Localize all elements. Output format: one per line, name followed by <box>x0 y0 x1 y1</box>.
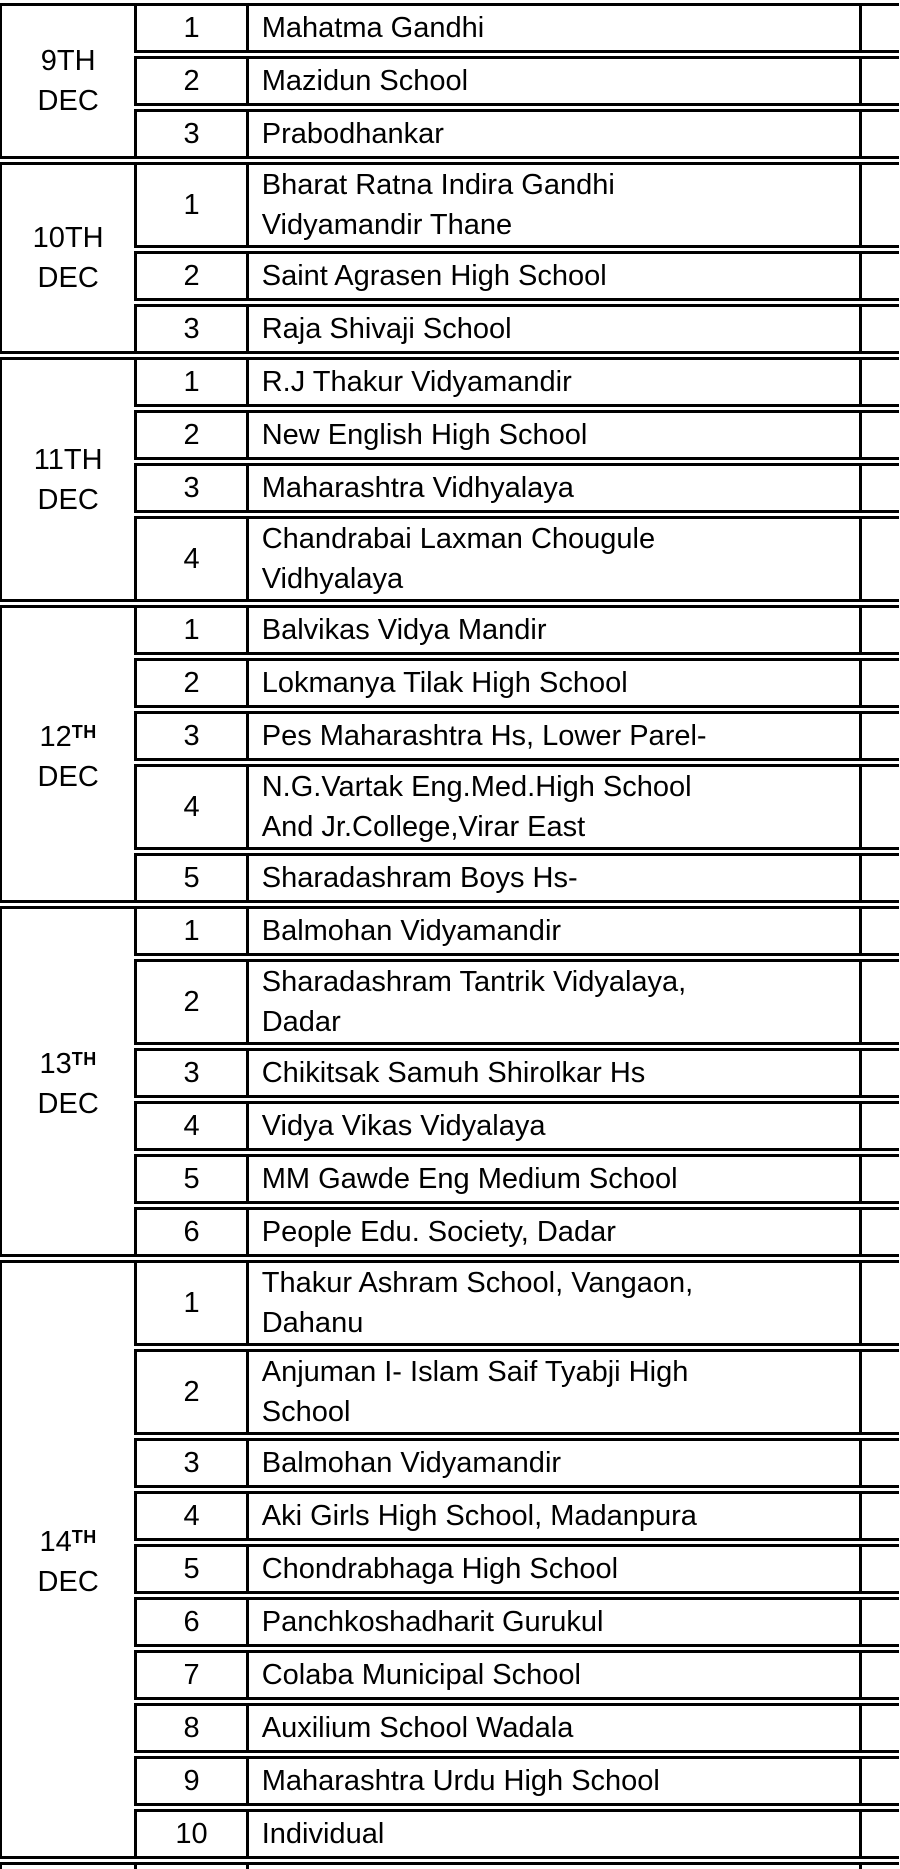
clipped-right-column-cell <box>859 605 899 655</box>
school-name-line: Maharashtra Vidhyalaya <box>261 472 574 504</box>
clipped-right-column-cell <box>859 1260 899 1346</box>
school-name-line: Thakur Ashram School, Vangaon, <box>261 1267 694 1299</box>
clipped-right-column-cell <box>859 959 899 1045</box>
date-ordinal-suffix: TH <box>71 1527 97 1547</box>
clipped-right-column-cell <box>859 1207 899 1257</box>
date-ordinal-suffix: TH <box>71 721 97 742</box>
school-name-line: Bharat Ratna Indira Gandhi <box>261 169 615 201</box>
school-name-line: Balmohan Vidyamandir <box>261 915 562 947</box>
school-name-line: Sharadashram Tantrik Vidyalaya, <box>261 966 687 998</box>
school-name-cell <box>246 1597 859 1647</box>
school-name-line: Raja Shivaji School <box>261 313 512 345</box>
serial-number-cell: 1 <box>134 605 245 655</box>
serial-number-cell: 2 <box>134 658 245 708</box>
table-row <box>0 1862 899 1869</box>
school-name-cell <box>246 605 859 655</box>
clipped-right-column-cell <box>859 410 899 460</box>
school-name-line: R.J Thakur Vidyamandir <box>261 366 572 398</box>
date-cell <box>0 1862 134 1869</box>
table-row <box>0 1101 899 1151</box>
school-name-line: Mahatma Gandhi <box>261 12 485 44</box>
clipped-right-column-cell <box>859 304 899 354</box>
clipped-right-column-cell <box>859 1809 899 1859</box>
school-name-line: Panchkoshadharit Gurukul <box>261 1606 604 1638</box>
table-row <box>0 463 899 513</box>
clipped-right-column-cell <box>859 658 899 708</box>
table-row <box>0 251 899 301</box>
school-name-cell <box>246 764 859 850</box>
table-row <box>0 658 899 708</box>
table-row <box>0 516 899 602</box>
serial-number-cell: 1 <box>134 1260 245 1346</box>
table-row <box>0 1809 899 1859</box>
serial-number-cell: 3 <box>134 1048 245 1098</box>
school-name-cell <box>246 1101 859 1151</box>
clipped-right-column-cell <box>859 764 899 850</box>
serial-number-cell: 8 <box>134 1703 245 1753</box>
table-row <box>0 711 899 761</box>
clipped-right-column-cell <box>859 1438 899 1488</box>
clipped-right-column-cell <box>859 1650 899 1700</box>
table-row <box>0 1597 899 1647</box>
clipped-right-column-cell <box>859 251 899 301</box>
school-name-line: Anjuman I- Islam Saif Tyabji High <box>261 1356 689 1388</box>
school-name-cell <box>246 304 859 354</box>
serial-number-cell: 2 <box>134 1349 245 1435</box>
serial-number-cell: 1 <box>134 3 245 53</box>
school-name-cell <box>246 516 859 602</box>
school-name-line: Prabodhankar <box>261 118 444 150</box>
serial-number-cell: 6 <box>134 1207 245 1257</box>
school-name-line: MM Gawde Eng Medium School <box>261 1163 678 1195</box>
school-name-line: New English High School <box>261 419 588 451</box>
serial-number-cell: 1 <box>134 162 245 248</box>
serial-number-cell: 2 <box>134 56 245 106</box>
clipped-right-column-cell <box>859 1544 899 1594</box>
serial-number-cell: 1 <box>134 357 245 407</box>
school-name-line: Dahanu <box>261 1307 364 1339</box>
clipped-right-column-cell <box>859 1349 899 1435</box>
date-ordinal-suffix: TH <box>64 222 104 254</box>
school-name-line: Lokmanya Tilak High School <box>261 667 628 699</box>
serial-number-cell: 4 <box>134 1491 245 1541</box>
school-name-line: Saint Agrasen High School <box>261 260 607 292</box>
table-row <box>0 3 899 53</box>
date-cell <box>0 3 134 159</box>
date-day-line <box>2 41 134 81</box>
school-name-cell <box>246 463 859 513</box>
table-row <box>0 1048 899 1098</box>
school-name-cell <box>246 1491 859 1541</box>
table-row <box>0 1491 899 1541</box>
serial-number-cell: 1 <box>134 906 245 956</box>
clipped-right-column-cell <box>859 463 899 513</box>
school-name-line: Chikitsak Samuh Shirolkar Hs <box>261 1057 646 1089</box>
clipped-right-column-cell <box>859 1703 899 1753</box>
school-name-line: Pes Maharashtra Hs, Lower Parel- <box>261 720 707 752</box>
date-cell <box>0 357 134 602</box>
school-name-cell <box>246 1260 859 1346</box>
clipped-right-column-cell <box>859 1048 899 1098</box>
clipped-right-column-cell <box>859 1154 899 1204</box>
school-name-line: N.G.Vartak Eng.Med.High School <box>261 771 692 803</box>
clipped-right-column-cell <box>859 1597 899 1647</box>
date-month: DEC <box>37 1566 99 1598</box>
school-name-line: Aki Girls High School, Madanpura <box>261 1500 697 1532</box>
serial-number-cell: 3 <box>134 711 245 761</box>
school-name-cell <box>246 906 859 956</box>
serial-number-cell: 4 <box>134 1101 245 1151</box>
date-cell <box>0 162 134 354</box>
date-day: 12 <box>39 720 72 753</box>
date-day-line <box>2 218 134 258</box>
school-name-cell <box>246 853 859 903</box>
serial-number-cell: 3 <box>134 109 245 159</box>
date-day: 9 <box>40 45 57 77</box>
clipped-right-column-cell <box>859 1101 899 1151</box>
table-row <box>0 56 899 106</box>
table-row <box>0 304 899 354</box>
table-row <box>0 1207 899 1257</box>
serial-number-cell: 3 <box>134 1438 245 1488</box>
serial-number-cell: 2 <box>134 959 245 1045</box>
table-row <box>0 1260 899 1346</box>
clipped-right-column-cell <box>859 906 899 956</box>
serial-number-cell <box>134 1862 245 1869</box>
clipped-right-column-cell <box>859 853 899 903</box>
date-month: DEC <box>37 85 99 117</box>
school-name-cell <box>246 357 859 407</box>
school-name-cell <box>246 1349 859 1435</box>
date-day: 14 <box>39 1526 72 1558</box>
table-row <box>0 906 899 956</box>
table-row <box>0 1650 899 1700</box>
serial-number-cell: 10 <box>134 1809 245 1859</box>
school-name-cell <box>246 3 859 53</box>
date-month: DEC <box>37 262 99 294</box>
school-name-line: Auxilium School Wadala <box>261 1712 574 1744</box>
school-name-line: Mazidun School <box>261 65 469 97</box>
school-name-line: Individual <box>261 1818 385 1850</box>
school-name-cell <box>246 410 859 460</box>
table-row <box>0 605 899 655</box>
date-month: DEC <box>37 760 99 793</box>
school-name-cell <box>246 959 859 1045</box>
date-day: 10 <box>32 222 65 254</box>
school-name-cell <box>246 56 859 106</box>
school-name-line: And Jr.College,Virar East <box>261 811 586 843</box>
clipped-right-column-cell <box>859 109 899 159</box>
serial-number-cell: 9 <box>134 1756 245 1806</box>
date-cell <box>0 1260 134 1859</box>
date-cell <box>0 906 134 1257</box>
school-name-cell <box>246 1207 859 1257</box>
date-ordinal-suffix: TH <box>56 45 96 77</box>
table-row <box>0 1544 899 1594</box>
school-name-line: Colaba Municipal School <box>261 1659 581 1691</box>
school-name-line: Chandrabai Laxman Chougule <box>261 523 656 555</box>
school-name-line: School <box>261 1396 351 1428</box>
school-name-line: Sharadashram Boys Hs- <box>261 862 578 894</box>
school-name-cell <box>246 1756 859 1806</box>
serial-number-cell: 3 <box>134 463 245 513</box>
school-name-cell <box>246 1809 859 1859</box>
clipped-right-column-cell <box>859 516 899 602</box>
table-row <box>0 853 899 903</box>
school-name-cell <box>246 1438 859 1488</box>
serial-number-cell: 6 <box>134 1597 245 1647</box>
serial-number-cell: 5 <box>134 1154 245 1204</box>
serial-number-cell: 2 <box>134 251 245 301</box>
date-day-line <box>2 1039 134 1084</box>
school-name-cell <box>246 1862 859 1869</box>
table-row <box>0 764 899 850</box>
table-row <box>0 1703 899 1753</box>
school-name-cell <box>246 1048 859 1098</box>
serial-number-cell: 4 <box>134 764 245 850</box>
school-name-cell <box>246 109 859 159</box>
date-day-line <box>2 1517 134 1562</box>
serial-number-cell: 3 <box>134 304 245 354</box>
clipped-right-column-cell <box>859 56 899 106</box>
school-name-cell <box>246 1154 859 1204</box>
clipped-right-column-cell <box>859 1491 899 1541</box>
school-name-cell <box>246 1544 859 1594</box>
clipped-right-column-cell <box>859 711 899 761</box>
table-row <box>0 1756 899 1806</box>
school-name-line: Dadar <box>261 1006 341 1038</box>
date-ordinal-suffix: TH <box>71 1049 97 1069</box>
date-ordinal-suffix: TH <box>63 443 103 476</box>
serial-number-cell: 4 <box>134 516 245 602</box>
clipped-right-column-cell <box>859 162 899 248</box>
date-day: 11 <box>33 443 64 476</box>
date-day: 13 <box>39 1048 72 1080</box>
table-row <box>0 959 899 1045</box>
school-name-line: Vidya Vikas Vidyalaya <box>261 1110 546 1142</box>
clipped-right-column-cell <box>859 3 899 53</box>
school-name-line: Balmohan Vidyamandir <box>261 1447 562 1479</box>
school-name-line: Maharashtra Urdu High School <box>261 1765 660 1797</box>
serial-number-cell: 2 <box>134 410 245 460</box>
school-name-line: Vidyamandir Thane <box>261 209 513 241</box>
school-name-line: Vidhyalaya <box>261 563 404 595</box>
table-row <box>0 1154 899 1204</box>
school-name-line: Balvikas Vidya Mandir <box>261 614 547 646</box>
clipped-right-column-cell <box>859 357 899 407</box>
table-row <box>0 1438 899 1488</box>
serial-number-cell: 5 <box>134 1544 245 1594</box>
date-day-line <box>2 712 134 757</box>
school-name-cell <box>246 711 859 761</box>
schedule-table-body <box>0 3 899 1869</box>
serial-number-cell: 7 <box>134 1650 245 1700</box>
table-row <box>0 1349 899 1435</box>
clipped-right-column-cell <box>859 1756 899 1806</box>
table-row <box>0 162 899 248</box>
date-cell <box>0 605 134 903</box>
table-row <box>0 357 899 407</box>
date-month: DEC <box>37 1088 99 1120</box>
school-name-cell <box>246 251 859 301</box>
date-month: DEC <box>37 483 99 516</box>
serial-number-cell: 5 <box>134 853 245 903</box>
table-row <box>0 109 899 159</box>
table-row <box>0 410 899 460</box>
school-name-line: Chondrabhaga High School <box>261 1553 619 1585</box>
date-day-line <box>2 440 134 480</box>
clipped-right-column-cell <box>859 1862 899 1869</box>
school-name-cell <box>246 658 859 708</box>
school-name-cell <box>246 1650 859 1700</box>
school-name-cell <box>246 162 859 248</box>
school-name-cell <box>246 1703 859 1753</box>
school-name-line: People Edu. Society, Dadar <box>261 1216 616 1248</box>
